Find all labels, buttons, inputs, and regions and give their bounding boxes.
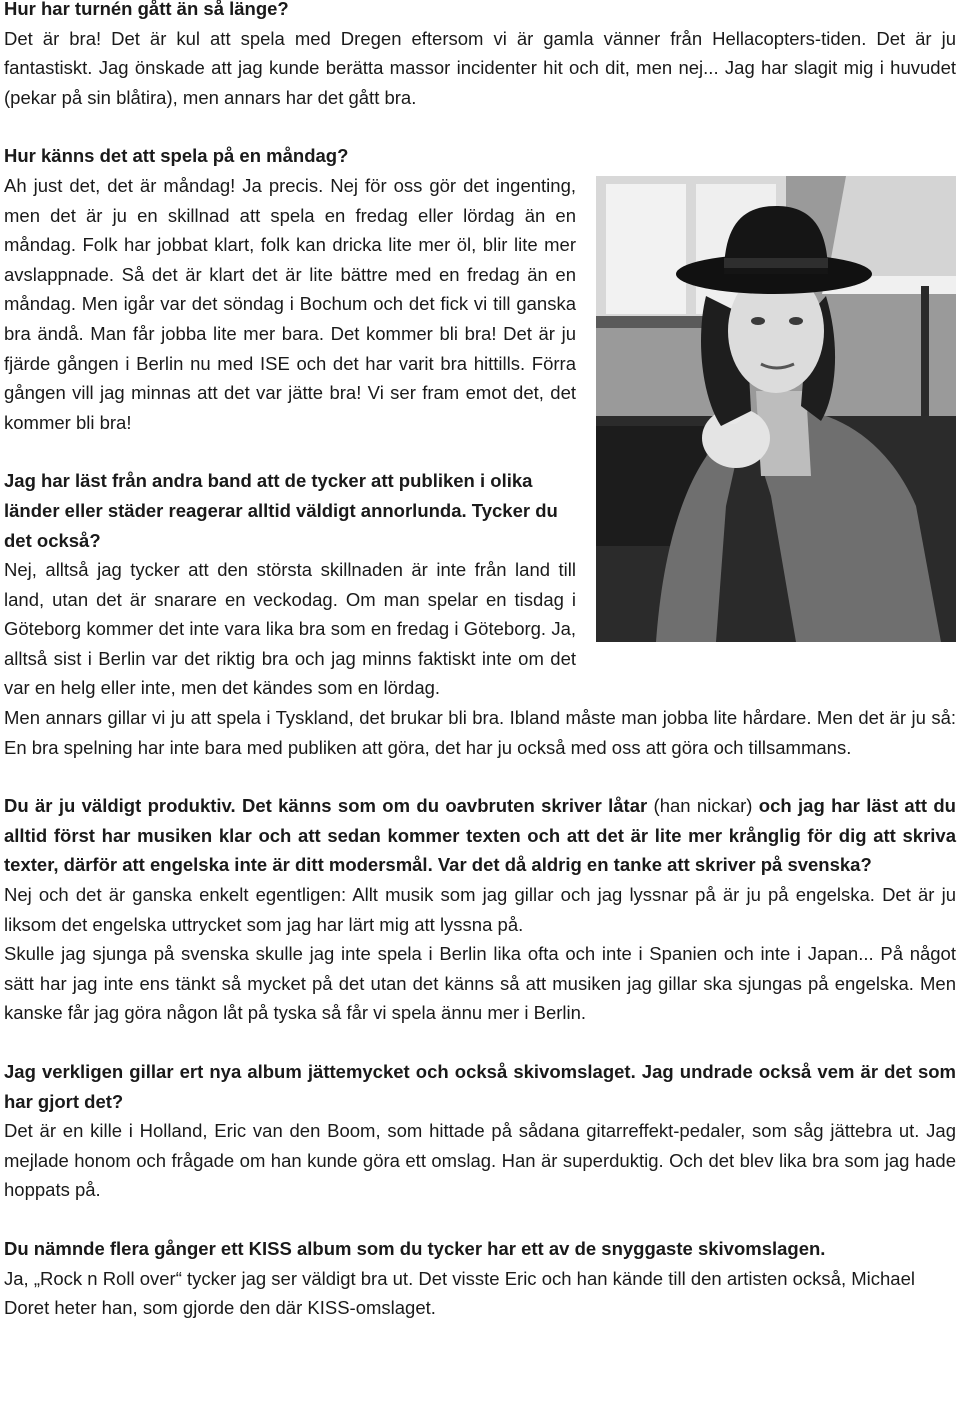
- spacer: [4, 762, 956, 791]
- spacer: [4, 1205, 956, 1234]
- answer-audience-continued: Men annars gillar vi ju att spela i Tyskland, det brukar bli bra. Ibland måste man jobba lite hårdare. Men det är ju så: En bra spelning har inte bara med publiken att göra, det har ju också med oss att göra och tillsammans.: [4, 707, 956, 758]
- answer-productive-1: Nej och det är ganska enkelt egentligen: Allt musik som jag gillar och jag lyssnar på är ju på engelska. Det är ju liksom det engelska uttrycket som jag har lärt mig att lyssna på.: [4, 884, 956, 935]
- answer-kiss: Ja, „Rock n Roll over“ tycker jag ser väldigt bra ut. Det visste Eric och han kände till den artisten också, Michael Doret heter han, som gjorde den där KISS-omslaget.: [4, 1267, 915, 1319]
- question-productive-aside: (han nickar): [647, 795, 759, 817]
- answer-audience: Nej, alltså jag tycker att den största skillnaden är inte från land till land, utan det är snarare en veckodag. Om man spelar en tisdag i Göteborg kommer det inte vara lika bra som en fredag i Göteborg. Ja, alltså sist i Berlin var det riktig bra och jag minns faktiskt inte om det var en helg eller inte, men det kändes som en lördag.: [4, 559, 576, 699]
- portrait-photo-icon: [596, 176, 956, 642]
- question-productive-part-a: Du är ju väldigt produktiv. Det känns som om du oavbruten skriver låtar: [4, 795, 648, 817]
- question-tour: Hur har turnén gått än så länge?: [4, 0, 289, 19]
- portrait-photo: [596, 176, 956, 642]
- question-monday: Hur känns det att spela på en måndag?: [4, 145, 349, 167]
- spacer: [4, 112, 956, 141]
- question-productive: [4, 791, 956, 880]
- question-kiss: Du nämnde flera gånger ett KISS album som du tycker har ett av de snyggaste skivomslagen.: [4, 1237, 826, 1259]
- question-audience: Jag har läst från andra band att de tycker att publiken i olika länder eller städer reagerar alltid väldigt annorlunda. Tycker du det också?: [4, 470, 558, 551]
- question-album-cover: Jag verkligen gillar ert nya album jättemycket och också skivomslaget. Jag undrade också vem är det som har gjort det?: [4, 1061, 956, 1112]
- spacer: [4, 1028, 956, 1057]
- question-productive-part-b: och jag har läst att du alltid först har musiken klar och att sedan kommer texten och att det är lite mer krånglig för dig att skriva texter, därför att engelska inte är ditt modersmål. Var det då aldrig en tanke att skriver på svenska?: [4, 795, 956, 876]
- answer-productive-2: Skulle jag sjunga på svenska skulle jag inte spela i Berlin lika ofta och inte i Spanien och inte i Japan... På något sätt har jag inte ens tänkt så mycket på det utan det känns så att musiken jag gillar ska sjungas på engelska. Men kanske får jag göra någon låt på tyska så får vi spela ännu mer i Berlin.: [4, 943, 956, 1024]
- answer-album-cover: Det är en kille i Holland, Eric van den Boom, som hittade på sådana gitarreffekt-pedaler, som såg jättebra ut. Jag mejlade honom och frågade om han kunde göra ett omslag. Han är superduktig. Och det blev lika bra som jag hade hoppats på.: [4, 1120, 956, 1201]
- answer-tour: Det är bra! Det är kul att spela med Dregen eftersom vi är gamla vänner från Hellacopters-tiden. Det är ju fantastiskt. Jag önskade att jag kunde berätta massor incidenter hit och dit, men nej... Jag har slagit mig i huvudet (pekar på sin blåtira), men annars har det gått bra.: [4, 27, 956, 108]
- article: [4, 0, 956, 1323]
- answer-monday: Ah just det, det är måndag! Ja precis. Nej för oss gör det ingenting, men det är ju en skillnad att spela en fredag eller lördag än en måndag. Folk har jobbat klart, folk kan dricka lite mer öl, blir lite mer avslappnade. Så det är klart det är lite bättre med en fredag än en måndag. Men igår var det söndag i Bochum och det fick vi till ganska bra ändå. Man får jobba lite mer bara. Det kommer bli bra! Det är ju fjärde gången i Berlin nu med ISE och det har varit bra hittills. Förra gången vill jag minnas att det var jätte bra! Vi ser fram emot det, det kommer bli bra!: [4, 174, 576, 433]
